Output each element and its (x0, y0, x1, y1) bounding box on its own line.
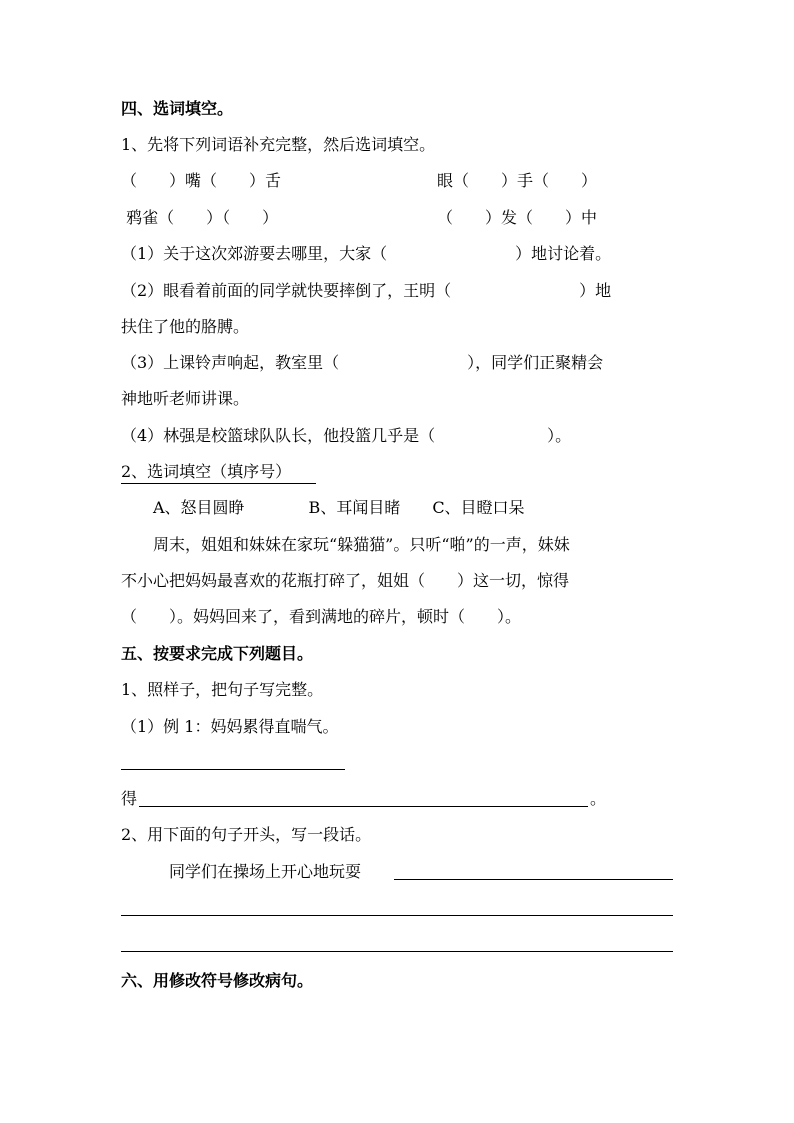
section4-heading: 四、选词填空。 (121, 99, 234, 118)
sentence-4: （4）林强是校篮球队队长，他投篮几乎是（ ）。 (121, 426, 572, 445)
paragraph-line-3: （ ）。妈妈回来了，看到满地的碎片，顿时（ ）。 (121, 607, 522, 626)
words-row2-right: （ ）发（ ）中 (437, 208, 598, 227)
writing-line-1[interactable] (394, 879, 673, 880)
section6-heading: 六、用修改符号修改病句。 (121, 971, 314, 990)
de-char: 得 (121, 789, 138, 808)
options-line: A、怒目圆睁 B、耳闻目睹 C、目瞪口呆 (121, 498, 525, 517)
words-row2-left: 鸦雀（ ）（ ） (121, 208, 279, 227)
writing-line-3[interactable] (121, 951, 673, 952)
words-row1-left: （ ）嘴（ ）舌 (121, 171, 282, 190)
answer-blank-short[interactable] (121, 769, 345, 770)
paragraph-line-2: 不小心把妈妈最喜欢的花瓶打碎了，姐姐（ ）这一切，惊得 (121, 571, 570, 590)
sentence-1: （1）关于这次郊游要去哪里，大家（ ）地讨论着。 (121, 244, 612, 263)
period-char: 。 (590, 789, 607, 808)
sentence-3a: （3）上课铃声响起，教室里（ ），同学们正聚精会 (121, 353, 604, 372)
q2-title: 2、选词填空（填序号） (121, 462, 292, 481)
sentence-3b: 神地听老师讲课。 (121, 389, 250, 408)
starter-sentence: 同学们在操场上开心地玩耍 (169, 862, 362, 881)
words-row1-right: 眼（ ）手（ ） (437, 171, 598, 190)
section5-heading: 五、按要求完成下列题目。 (121, 644, 314, 663)
q2-title-underline (121, 483, 316, 484)
writing-line-2[interactable] (121, 915, 673, 916)
example-line: （1）例 1：妈妈累得直喘气。 (121, 717, 339, 736)
answer-blank-long[interactable] (139, 806, 588, 807)
paragraph-line-1: 周末，姐姐和妹妹在家玩“躲猫猫”。只听“啪”的一声，妹妹 (121, 535, 570, 554)
q1-title: 1、先将下列词语补充完整，然后选词填空。 (121, 135, 436, 154)
sentence-2b: 扶住了他的胳膊。 (121, 317, 250, 336)
s5-q1-title: 1、照样子，把句子写完整。 (121, 680, 324, 699)
s5-q2-title: 2、用下面的句子开头，写一段话。 (121, 825, 372, 844)
sentence-2a: （2）眼看着前面的同学就快要摔倒了，王明（ ）地 (121, 281, 612, 300)
